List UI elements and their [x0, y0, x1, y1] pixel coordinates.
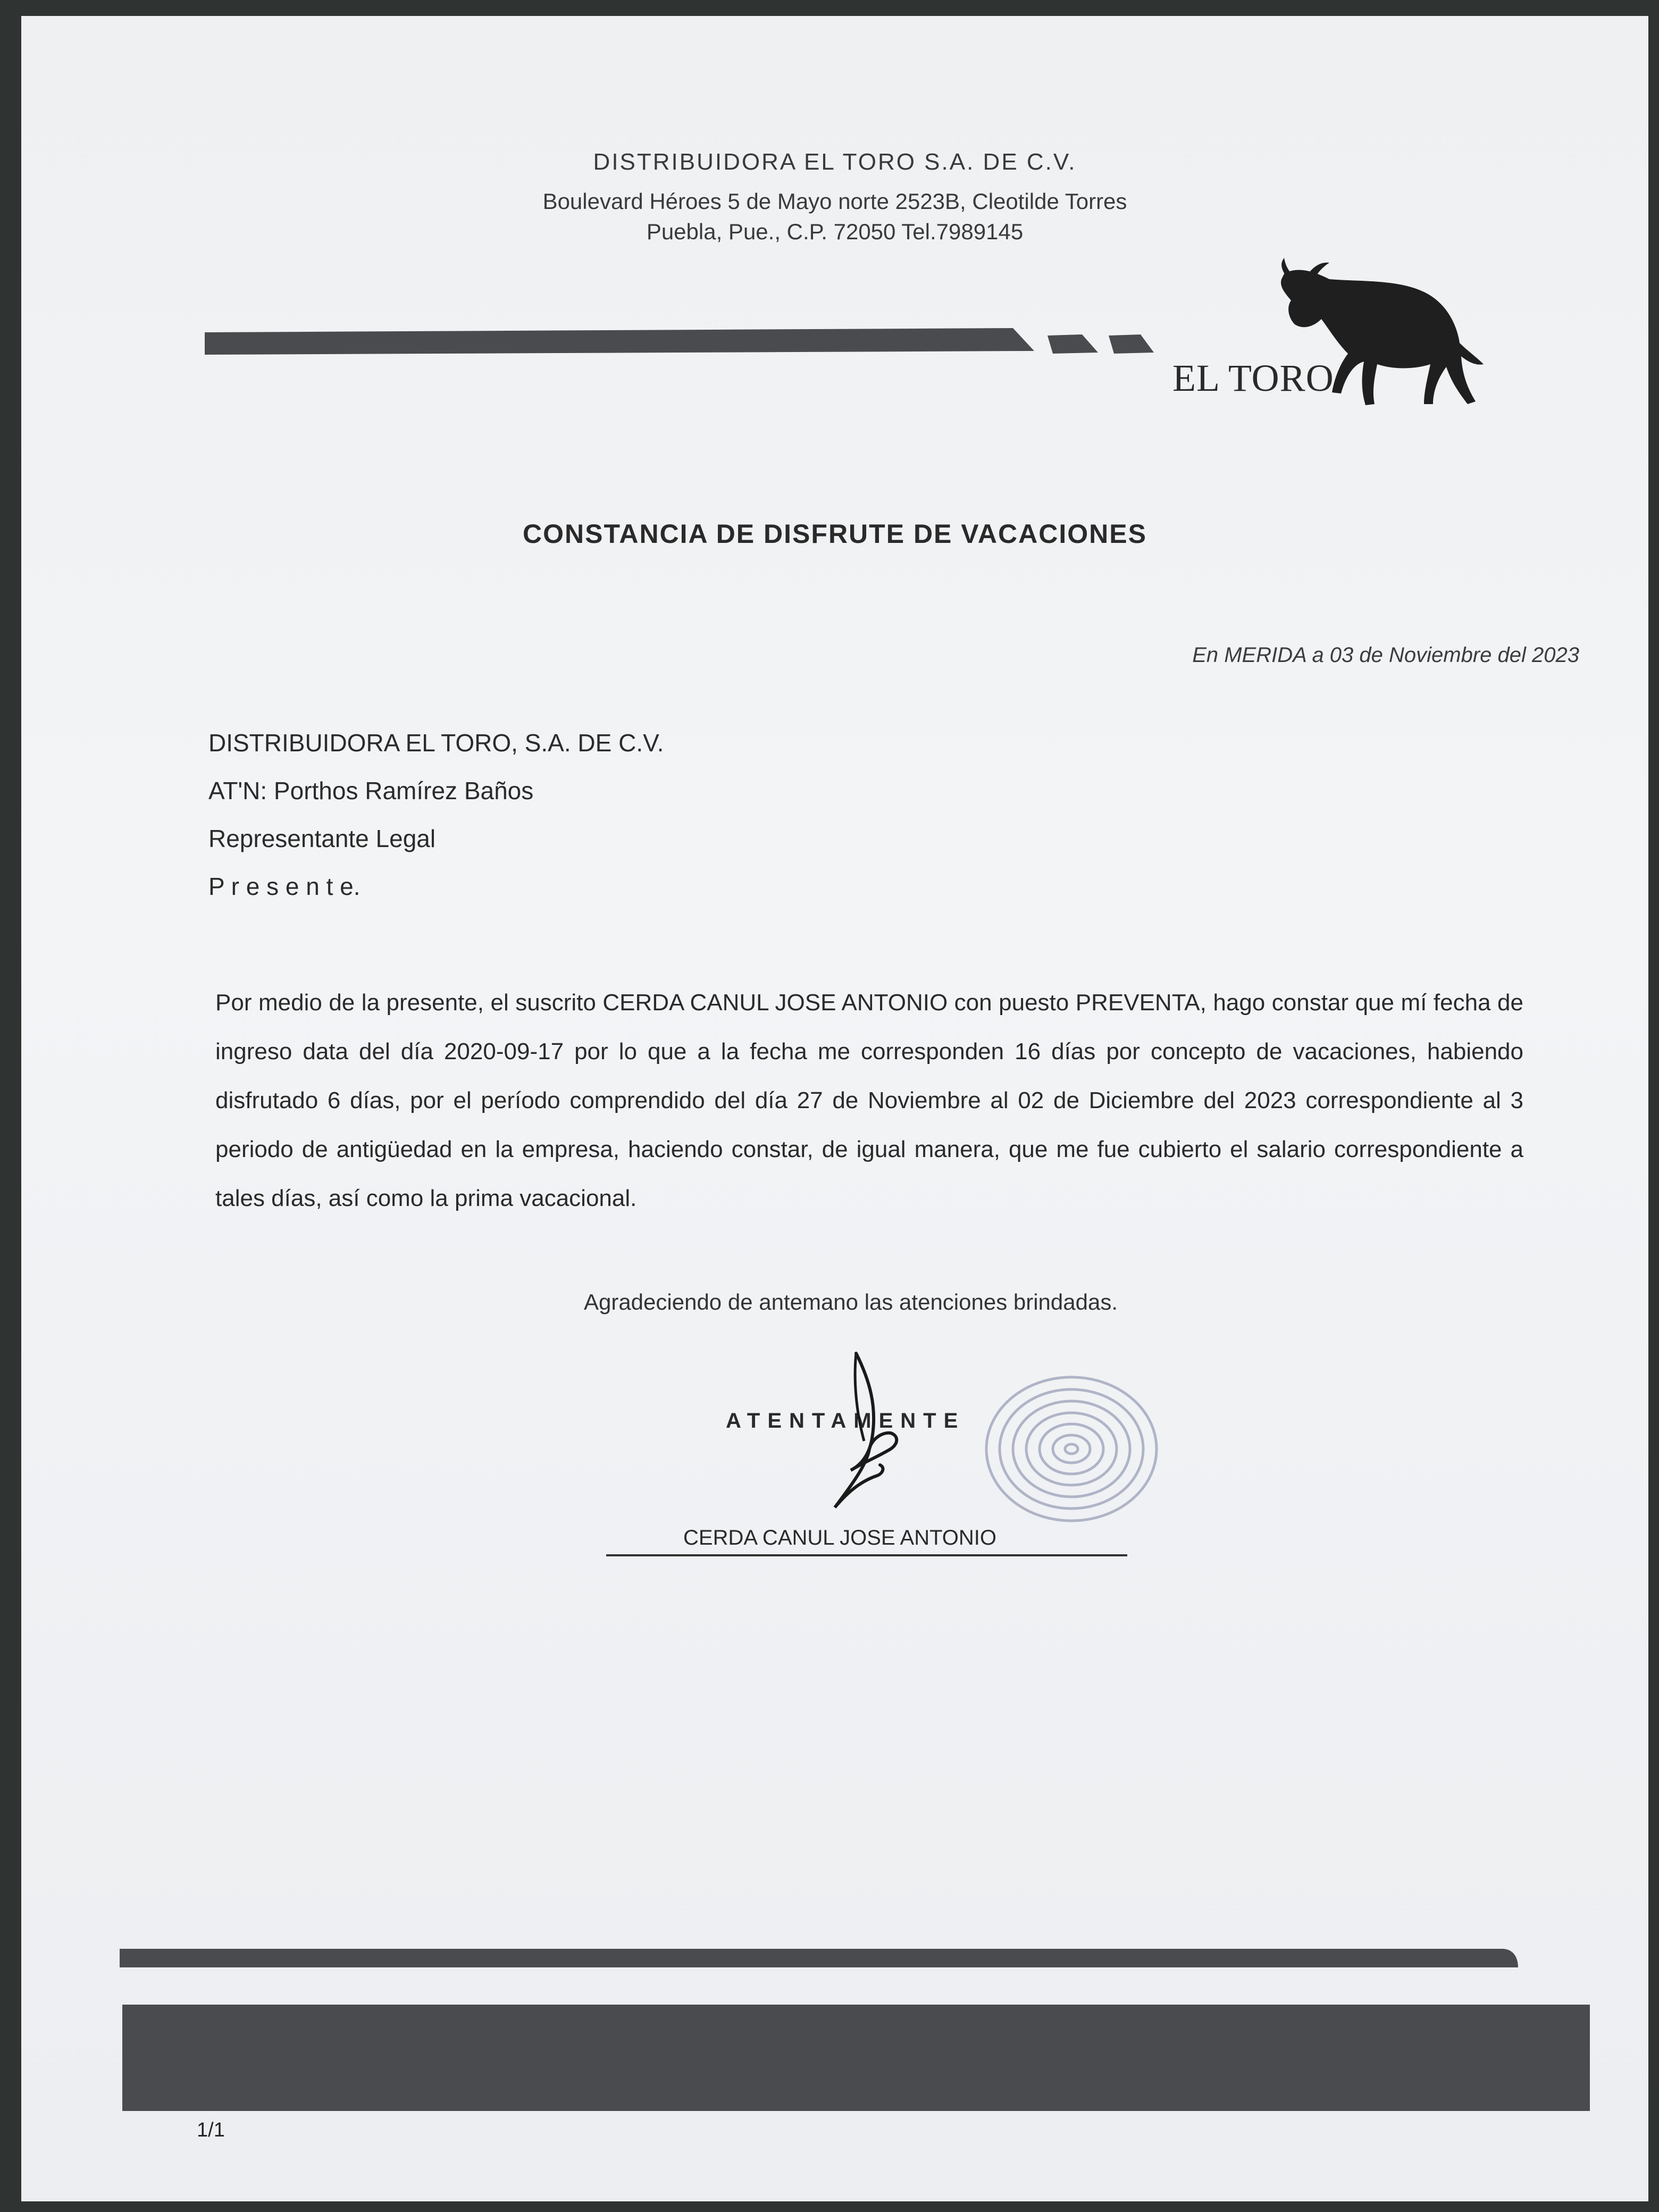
closing-line: Agradeciendo de antemano las atenciones brindadas. [583, 1289, 1118, 1314]
logo-text: EL TORO [1172, 357, 1334, 399]
recipient-company: DISTRIBUIDORA EL TORO, S.A. DE C.V. [208, 729, 664, 757]
place-date: En MERIDA a 03 de Noviembre del 2023 [1192, 643, 1579, 667]
recipient-presente: P r e s e n t e. [208, 873, 361, 900]
company-address-line2: Puebla, Pue., C.P. 72050 Tel.7989145 [646, 219, 1024, 244]
signer-name: CERDA CANUL JOSE ANTONIO [683, 1526, 997, 1549]
company-name: DISTRIBUIDORA EL TORO S.A. DE C.V. [593, 149, 1077, 175]
atentamente-label: ATENTAMENTE [726, 1409, 966, 1432]
company-address-line1: Boulevard Héroes 5 de Mayo norte 2523B, Cleotilde Torres [542, 189, 1127, 214]
footer-band [120, 1943, 1608, 2114]
recipient-role: Representante Legal [208, 825, 436, 852]
signature-icon [819, 1348, 946, 1523]
signature-line [606, 1554, 1127, 1556]
document-page [21, 16, 1648, 2201]
document-title: CONSTANCIA DE DISFRUTE DE VACACIONES [523, 519, 1147, 549]
bull-logo-icon [1170, 250, 1489, 431]
body-paragraph: Por medio de la presente, el suscrito CERDA CANUL JOSE ANTONIO con puesto PREVENTA, hago constar que mí fecha de ingreso data del día 2020-09-17 por lo que a la fecha me corresponden 16 días por concepto de vacaciones, habiendo disfrutado 6 días, por el período comprendido del día 27 de Noviembre al 02 de Diciembre del 2023 correspondiente al 3 periodo de antigüedad en la empresa, haciendo constar, de igual manera, que me fue cubierto el salario correspondiente a tales días, así como la prima vacacional. [215, 990, 1523, 1211]
page-number: 1/1 [197, 2119, 225, 2141]
header-band [205, 322, 1178, 364]
recipient-attn: AT'N: Porthos Ramírez Baños [208, 777, 534, 805]
fingerprint-icon [968, 1361, 1170, 1531]
